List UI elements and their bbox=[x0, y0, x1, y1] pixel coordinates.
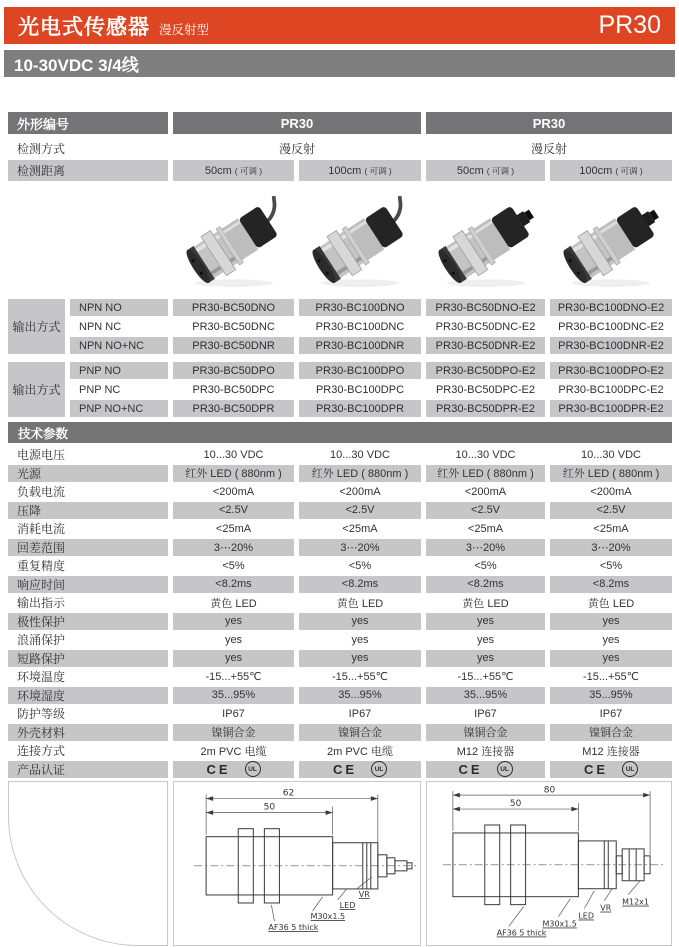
detection-method-value: 漫反射 bbox=[278, 141, 315, 156]
dimension-drawing-connector-svg bbox=[427, 782, 671, 946]
shape-header-row bbox=[8, 112, 672, 134]
product-series-label: PR30 bbox=[598, 11, 661, 39]
output-type-label: PNP NO+NC bbox=[70, 400, 168, 417]
spec-value: 黄色 LED bbox=[336, 597, 384, 610]
model-number: PR30-BC50DNR-E2 bbox=[426, 337, 545, 354]
output-type-label: NPN NO+NC bbox=[70, 337, 168, 354]
model-number: PR30-BC100DPC bbox=[315, 383, 405, 396]
spec-value: 镍铜合金 bbox=[299, 724, 421, 741]
ce-mark-icon: CE bbox=[332, 761, 358, 777]
spec-value: -15...+55℃ bbox=[582, 671, 640, 683]
distance-note: ( 可调 ) bbox=[364, 165, 392, 176]
spec-label: 产品认证 bbox=[8, 761, 168, 778]
model-number: PR30-BC100DNO-E2 bbox=[550, 299, 672, 316]
detection-method-value: 漫反射 bbox=[530, 141, 567, 156]
spec-value: <200mA bbox=[212, 485, 255, 498]
spec-value: 10...30 VDC bbox=[581, 448, 641, 461]
model-number: PR30-BC100DNC-E2 bbox=[558, 320, 664, 333]
spec-rows bbox=[8, 446, 672, 778]
model-number: PR30-BC50DPO-E2 bbox=[426, 362, 545, 379]
spec-label: 环境温度 bbox=[17, 670, 66, 684]
spec-row bbox=[8, 520, 672, 537]
distance-value: 100cm bbox=[579, 164, 613, 177]
ul-mark-icon: UL bbox=[245, 761, 261, 777]
spec-value: yes bbox=[173, 613, 294, 630]
spec-value: <5% bbox=[348, 559, 372, 572]
spec-value: IP67 bbox=[474, 707, 497, 720]
spec-label: 短路保护 bbox=[8, 650, 168, 667]
output-blocks bbox=[8, 299, 672, 417]
page-header bbox=[4, 7, 675, 44]
spec-value: M12 连接器 bbox=[582, 745, 640, 758]
drawing-label-nut: AF36 5 thick bbox=[496, 928, 547, 938]
certification-cell bbox=[299, 761, 421, 778]
dim-body-label: 50 bbox=[263, 802, 276, 813]
dimension-drawings-row bbox=[8, 781, 672, 941]
output-block bbox=[8, 299, 672, 354]
spec-label: 连接方式 bbox=[17, 744, 66, 758]
spec-value: 35...95% bbox=[550, 687, 672, 704]
certification-cell bbox=[550, 761, 672, 778]
spec-value: -15...+55℃ bbox=[331, 671, 389, 683]
spec-label: 消耗电流 bbox=[17, 522, 66, 536]
model-number: PR30-BC100DNR-E2 bbox=[550, 337, 672, 354]
dim-total-label: 80 bbox=[543, 785, 556, 796]
sensor-photo-connector bbox=[550, 192, 672, 294]
spec-value: 35...95% bbox=[426, 687, 545, 704]
spec-value: yes bbox=[173, 650, 294, 667]
spec-value: <25mA bbox=[467, 522, 504, 535]
model-number: PR30-BC100DPC-E2 bbox=[558, 383, 664, 396]
spec-value: 红外 LED ( 880nm ) bbox=[550, 465, 672, 482]
spec-row bbox=[8, 631, 672, 648]
output-block bbox=[8, 362, 672, 417]
spec-value: 黄色 LED bbox=[587, 597, 635, 610]
decorative-corner-box bbox=[8, 781, 168, 947]
spec-label: 电源电压 bbox=[17, 448, 66, 462]
spec-value: <200mA bbox=[590, 485, 632, 498]
model-number: PR30-BC100DNO bbox=[299, 299, 421, 316]
drawing-label-thread: M30x1.5 bbox=[310, 911, 346, 921]
sensor-illustration-cable bbox=[304, 194, 416, 292]
model-number: PR30-BC100DPO-E2 bbox=[550, 362, 672, 379]
sensor-illustration-connector bbox=[430, 194, 542, 292]
spec-value: 红外 LED ( 880nm ) bbox=[299, 465, 421, 482]
spec-value: IP67 bbox=[348, 707, 372, 720]
spec-value: 红外 LED ( 880nm ) bbox=[173, 465, 294, 482]
spec-value: yes bbox=[351, 633, 369, 646]
spec-value: 35...95% bbox=[299, 687, 421, 704]
output-type-label: NPN NO bbox=[70, 299, 168, 316]
spec-value: <2.5V bbox=[426, 502, 545, 519]
model-number: PR30-BC100DPR-E2 bbox=[550, 400, 672, 417]
distance-note: ( 可调 ) bbox=[234, 165, 263, 176]
spec-value: 3⋯20% bbox=[173, 539, 294, 556]
model-number: PR30-BC50DPR-E2 bbox=[426, 400, 545, 417]
distance-value: 100cm bbox=[328, 164, 362, 177]
group-header-1: PR30 bbox=[173, 112, 421, 134]
model-number: PR30-BC100DPR bbox=[299, 400, 421, 417]
spec-label: 响应时间 bbox=[8, 576, 168, 593]
spec-row bbox=[8, 761, 672, 778]
spec-value: 红外 LED ( 880nm ) bbox=[426, 465, 545, 482]
spec-value: yes bbox=[224, 633, 243, 646]
spec-row bbox=[8, 650, 672, 667]
dimension-drawing-connector bbox=[426, 781, 672, 947]
spec-value: 黄色 LED bbox=[210, 597, 257, 610]
spec-value: <25mA bbox=[342, 522, 378, 535]
spec-row bbox=[8, 446, 672, 463]
spec-value: M12 连接器 bbox=[456, 745, 515, 758]
spec-value: <8.2ms bbox=[173, 576, 294, 593]
drawing-label-nut: AF36 5 thick bbox=[268, 922, 319, 932]
dimension-drawing-cable bbox=[173, 781, 421, 947]
spec-value: 35...95% bbox=[173, 687, 294, 704]
spec-label: 环境湿度 bbox=[8, 687, 168, 704]
spec-label: 压降 bbox=[8, 502, 168, 519]
spec-value: <200mA bbox=[464, 485, 507, 498]
spec-value: IP67 bbox=[599, 707, 623, 720]
ul-mark-icon: UL bbox=[371, 761, 387, 777]
spec-value: 10...30 VDC bbox=[330, 448, 390, 461]
spec-row bbox=[8, 724, 672, 741]
spec-value: <8.2ms bbox=[426, 576, 545, 593]
output-method-label: 输出方式 bbox=[8, 362, 65, 417]
model-number: PR30-BC50DNR bbox=[173, 337, 294, 354]
drawing-label-led: LED bbox=[578, 911, 594, 921]
spec-label: 输出指示 bbox=[17, 596, 66, 610]
drawing-label-led: LED bbox=[339, 900, 356, 910]
distance-value: 50cm bbox=[456, 164, 484, 177]
distance-cell bbox=[426, 160, 545, 181]
spec-table bbox=[8, 112, 672, 941]
output-method-label: 输出方式 bbox=[8, 299, 65, 354]
spec-value: yes bbox=[299, 613, 421, 630]
model-number: PR30-BC50DPO bbox=[173, 362, 294, 379]
spec-label: 回差范围 bbox=[8, 539, 168, 556]
drawing-label-thread: M30x1.5 bbox=[542, 919, 577, 929]
drawing-label-connector: M12x1 bbox=[622, 897, 649, 907]
spec-value: <2.5V bbox=[299, 502, 421, 519]
model-number: PR30-BC50DNC-E2 bbox=[435, 320, 536, 333]
spec-value: <200mA bbox=[339, 485, 381, 498]
detection-distance-label: 检测距离 bbox=[8, 160, 168, 181]
distance-value: 50cm bbox=[204, 164, 232, 177]
tech-params-header: 技术参数 bbox=[8, 422, 672, 443]
spec-value: -15...+55℃ bbox=[457, 671, 514, 683]
spec-label: 负载电流 bbox=[17, 485, 66, 499]
sensor-photo-connector bbox=[426, 192, 545, 294]
distance-cell bbox=[173, 160, 294, 181]
detection-method-label: 检测方式 bbox=[17, 141, 66, 156]
voltage-text: 10-30VDC 3/4线 bbox=[14, 56, 139, 75]
ce-mark-icon: CE bbox=[206, 761, 231, 777]
spec-value: <8.2ms bbox=[299, 576, 421, 593]
sensor-illustration-connector bbox=[555, 194, 667, 292]
spec-row bbox=[8, 483, 672, 500]
spec-label: 重复精度 bbox=[17, 559, 66, 573]
spec-value: 10...30 VDC bbox=[455, 448, 516, 461]
spec-value: <5% bbox=[474, 559, 497, 572]
dim-body-label: 50 bbox=[509, 798, 522, 809]
ce-mark-icon: CE bbox=[583, 761, 609, 777]
spec-row bbox=[8, 742, 672, 759]
spec-value: yes bbox=[602, 633, 620, 646]
spec-label: 极性保护 bbox=[8, 613, 168, 630]
ce-mark-icon: CE bbox=[458, 761, 483, 777]
output-type-label: PNP NO bbox=[70, 362, 168, 379]
spec-value: IP67 bbox=[222, 707, 245, 720]
product-photo-row bbox=[8, 192, 672, 294]
model-number: PR30-BC100DNR bbox=[299, 337, 421, 354]
spec-value: yes bbox=[426, 650, 545, 667]
sensor-illustration-cable bbox=[178, 194, 290, 292]
spec-row bbox=[8, 502, 672, 519]
model-number: PR30-BC50DPC-E2 bbox=[435, 383, 536, 396]
voltage-bar bbox=[4, 50, 675, 77]
spec-value: 黄色 LED bbox=[462, 597, 509, 610]
dim-total-label: 62 bbox=[282, 788, 295, 799]
model-number: PR30-BC50DNO bbox=[173, 299, 294, 316]
sensor-photo-cable bbox=[173, 192, 294, 294]
sensor-photo-cable bbox=[299, 192, 421, 294]
spec-label: 外壳材料 bbox=[8, 724, 168, 741]
spec-value: yes bbox=[550, 650, 672, 667]
spec-label: 浪涌保护 bbox=[17, 633, 66, 647]
spec-value: <25mA bbox=[593, 522, 629, 535]
model-number: PR30-BC50DNO-E2 bbox=[426, 299, 545, 316]
spec-value: yes bbox=[550, 613, 672, 630]
detection-distance-row bbox=[8, 160, 672, 181]
distance-note: ( 可调 ) bbox=[486, 165, 515, 176]
spec-value: <5% bbox=[222, 559, 245, 572]
spec-row bbox=[8, 465, 672, 482]
spec-row bbox=[8, 539, 672, 556]
dimension-drawing-cable-svg bbox=[174, 782, 420, 946]
photo-row-spacer bbox=[8, 192, 168, 294]
spec-row bbox=[8, 576, 672, 593]
spec-row bbox=[8, 668, 672, 685]
distance-note: ( 可调 ) bbox=[615, 165, 643, 176]
spec-value: yes bbox=[299, 650, 421, 667]
ul-mark-icon: UL bbox=[497, 761, 513, 777]
ul-mark-icon: UL bbox=[622, 761, 638, 777]
spec-value: 3⋯20% bbox=[550, 539, 672, 556]
detection-method-row bbox=[8, 138, 672, 158]
spec-row bbox=[8, 705, 672, 722]
drawing-label-vr: VR bbox=[600, 903, 612, 913]
model-number: PR30-BC100DPO bbox=[299, 362, 421, 379]
spec-value: -15...+55℃ bbox=[205, 671, 262, 683]
spec-value: 2m PVC 电缆 bbox=[200, 745, 267, 758]
output-type-label: PNP NC bbox=[79, 383, 121, 396]
spec-value: <2.5V bbox=[550, 502, 672, 519]
spec-value: <25mA bbox=[215, 522, 252, 535]
spec-value: 2m PVC 电缆 bbox=[326, 745, 393, 758]
output-type-label: NPN NC bbox=[79, 320, 122, 333]
spec-row bbox=[8, 687, 672, 704]
group-header-2: PR30 bbox=[426, 112, 672, 134]
spec-value: <2.5V bbox=[173, 502, 294, 519]
model-number: PR30-BC50DPC bbox=[192, 383, 275, 396]
spec-value: 3⋯20% bbox=[426, 539, 545, 556]
spec-row bbox=[8, 594, 672, 611]
certification-cell bbox=[173, 761, 294, 778]
distance-cell bbox=[299, 160, 421, 181]
spec-value: yes bbox=[476, 633, 495, 646]
spec-label: 防护等级 bbox=[17, 707, 66, 721]
model-number: PR30-BC100DNC bbox=[315, 320, 405, 333]
page-title: 光电式传感器 bbox=[18, 15, 150, 39]
spec-row bbox=[8, 557, 672, 574]
model-number: PR30-BC50DPR bbox=[173, 400, 294, 417]
spec-value: yes bbox=[426, 613, 545, 630]
model-number: PR30-BC50DNC bbox=[192, 320, 275, 333]
spec-label: 光源 bbox=[8, 465, 168, 482]
shape-header-label: 外形编号 bbox=[8, 112, 168, 134]
spec-value: 3⋯20% bbox=[299, 539, 421, 556]
certification-cell bbox=[426, 761, 545, 778]
drawing-label-vr: VR bbox=[358, 889, 370, 899]
spec-value: 镍铜合金 bbox=[173, 724, 294, 741]
spec-row bbox=[8, 613, 672, 630]
page-subtitle: 漫反射型 bbox=[159, 23, 210, 37]
spec-value: <5% bbox=[599, 559, 623, 572]
distance-cell bbox=[550, 160, 672, 181]
spec-value: 10...30 VDC bbox=[203, 448, 264, 461]
spec-value: <8.2ms bbox=[550, 576, 672, 593]
spec-value: 镍铜合金 bbox=[550, 724, 672, 741]
spec-value: 镍铜合金 bbox=[426, 724, 545, 741]
